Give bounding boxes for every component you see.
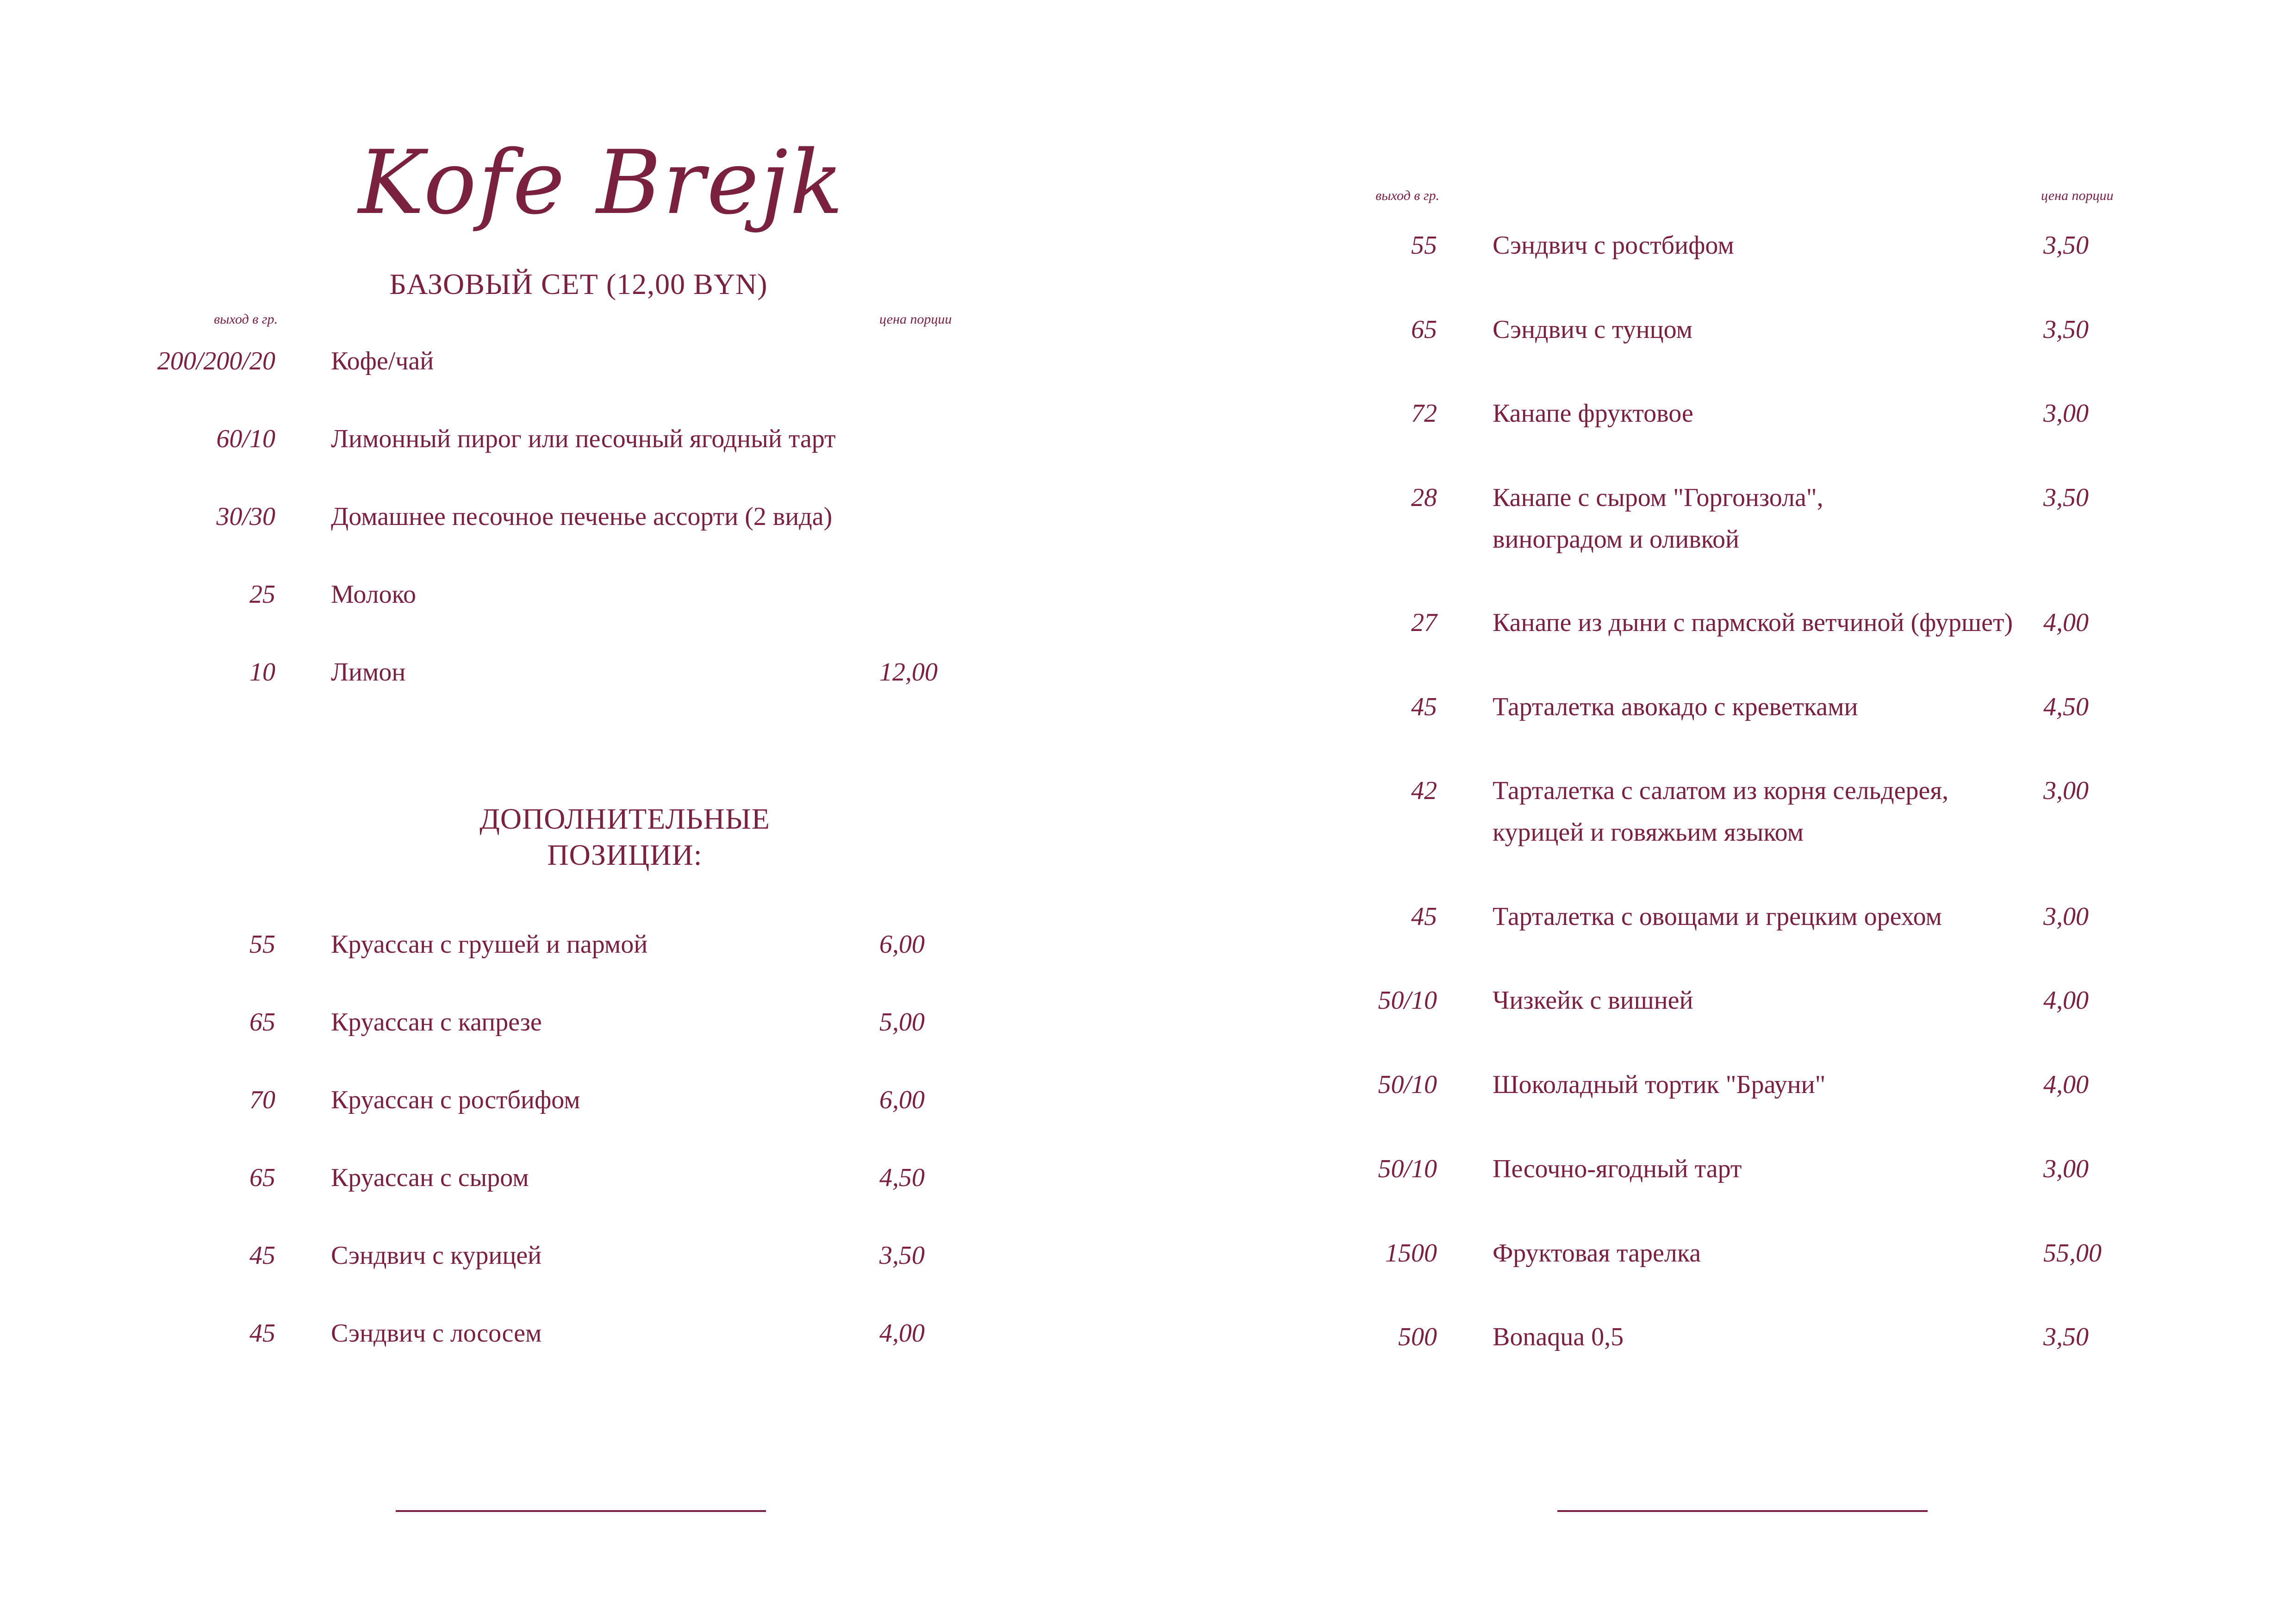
item-weight: 50/10 bbox=[1378, 1155, 1437, 1183]
right-price-column-label: цена порции bbox=[2041, 188, 2114, 203]
menu-item-row bbox=[0, 225, 2296, 285]
extra-title-line2: ПОЗИЦИИ: bbox=[547, 838, 703, 871]
item-weight: 45 bbox=[1411, 902, 1437, 931]
item-weight: 50/10 bbox=[1378, 986, 1437, 1015]
item-name: Bonaqua 0,5 bbox=[1493, 1323, 1624, 1351]
item-price: 6,00 bbox=[879, 1086, 925, 1114]
left-divider bbox=[396, 1510, 766, 1512]
item-name: Канапе с сыром "Горгонзола", bbox=[1493, 483, 1823, 512]
price-column-label: цена порции bbox=[879, 312, 952, 327]
item-weight: 55 bbox=[1411, 231, 1437, 260]
item-weight: 70 bbox=[249, 1086, 275, 1114]
item-name: Круассан с ростбифом bbox=[331, 1086, 580, 1114]
menu-item-row bbox=[0, 602, 2296, 662]
item-weight: 500 bbox=[1398, 1323, 1437, 1351]
menu-item-row bbox=[0, 1148, 2296, 1208]
item-name: Лимон bbox=[331, 658, 406, 687]
item-price: 6,00 bbox=[879, 930, 925, 959]
item-name: Фруктовая тарелка bbox=[1493, 1239, 1701, 1268]
item-name: Канапе из дыни с пармской ветчиной (фуршет) bbox=[1493, 608, 2013, 637]
menu-item-row bbox=[0, 896, 2296, 956]
right-weight-column-label: выход в гр. bbox=[1375, 188, 1439, 203]
menu-item-row bbox=[0, 1064, 2296, 1124]
item-price: 3,50 bbox=[2043, 231, 2089, 260]
cafe-logo-title: Kofe Brejk bbox=[358, 131, 845, 234]
item-price: 4,50 bbox=[2043, 693, 2089, 721]
item-price: 3,50 bbox=[2043, 315, 2089, 344]
item-weight: 45 bbox=[249, 1241, 275, 1270]
item-name: Тарталетка авокадо с креветками bbox=[1493, 693, 1858, 721]
item-name: Сэндвич с курицей bbox=[331, 1241, 542, 1270]
item-name: Сэндвич с тунцом bbox=[1493, 315, 1693, 344]
item-name: Шоколадный тортик "Брауни" bbox=[1493, 1070, 1826, 1099]
item-name: Тарталетка с овощами и грецким орехом bbox=[1493, 902, 1942, 931]
item-price: 5,00 bbox=[879, 1008, 925, 1037]
item-name-line2: виноградом и оливкой bbox=[1493, 525, 1739, 554]
menu-item-row bbox=[0, 309, 2296, 369]
item-name: Молоко bbox=[331, 580, 416, 609]
item-name: Канапе фруктовое bbox=[1493, 399, 1693, 428]
item-weight: 27 bbox=[1411, 608, 1437, 637]
item-name-line2: курицей и говяжьим языком bbox=[1493, 818, 1804, 847]
menu-item-row bbox=[0, 770, 2296, 847]
item-weight: 1500 bbox=[1385, 1239, 1437, 1268]
item-name: Круассан с капрезе bbox=[331, 1008, 542, 1037]
item-name: Круассан с сыром bbox=[331, 1163, 529, 1192]
item-name: Тарталетка с салатом из корня сельдерея, bbox=[1493, 776, 1949, 805]
item-price: 3,50 bbox=[2043, 483, 2089, 512]
item-weight: 50/10 bbox=[1378, 1070, 1437, 1099]
item-price: 4,00 bbox=[879, 1319, 925, 1348]
item-price: 3,00 bbox=[2043, 399, 2089, 428]
item-weight: 25 bbox=[249, 580, 275, 609]
item-weight: 65 bbox=[1411, 315, 1437, 344]
item-price: 3,50 bbox=[2043, 1323, 2089, 1351]
item-weight: 10 bbox=[249, 658, 275, 687]
item-name: Сэндвич с ростбифом bbox=[1493, 231, 1734, 260]
item-weight: 55 bbox=[249, 930, 275, 959]
item-price: 12,00 bbox=[879, 658, 938, 687]
weight-column-label: выход в гр. bbox=[214, 312, 278, 327]
item-price: 3,00 bbox=[2043, 776, 2089, 805]
menu-item-row bbox=[0, 1316, 2296, 1376]
item-name: Лимонный пирог или песочный ягодный тарт bbox=[331, 425, 836, 453]
item-name: Круассан с грушей и пармой bbox=[331, 930, 648, 959]
menu-item-row bbox=[0, 393, 2296, 453]
item-price: 4,00 bbox=[2043, 1070, 2089, 1099]
menu-item-row bbox=[0, 477, 2296, 554]
item-weight: 60/10 bbox=[216, 425, 275, 453]
item-weight: 200/200/20 bbox=[157, 347, 275, 375]
item-weight: 28 bbox=[1411, 483, 1437, 512]
item-price: 4,50 bbox=[879, 1163, 925, 1192]
item-weight: 30/30 bbox=[216, 502, 275, 531]
item-name: Чизкейк с вишней bbox=[1493, 986, 1693, 1015]
item-name: Сэндвич с лососем bbox=[331, 1319, 542, 1348]
item-price: 55,00 bbox=[2043, 1239, 2102, 1268]
item-weight: 45 bbox=[249, 1319, 275, 1348]
base-set-title: БАЗОВЫЙ СЕТ (12,00 BYN) bbox=[389, 268, 768, 300]
item-weight: 65 bbox=[249, 1008, 275, 1037]
item-weight: 42 bbox=[1411, 776, 1437, 805]
item-weight: 72 bbox=[1411, 399, 1437, 428]
item-price: 3,00 bbox=[2043, 902, 2089, 931]
right-divider bbox=[1557, 1510, 1928, 1512]
item-name: Кофе/чай bbox=[331, 347, 434, 375]
menu-item-row bbox=[0, 1232, 2296, 1293]
item-weight: 45 bbox=[1411, 693, 1437, 721]
item-price: 4,00 bbox=[2043, 986, 2089, 1015]
item-name: Домашнее песочное печенье ассорти (2 вида) bbox=[331, 502, 833, 531]
menu-item-row bbox=[0, 980, 2296, 1040]
extra-title-line1: ДОПОЛНИТЕЛЬНЫЕ bbox=[479, 802, 770, 835]
item-price: 4,00 bbox=[2043, 608, 2089, 637]
item-name: Песочно-ягодный тарт bbox=[1493, 1155, 1742, 1183]
item-price: 3,50 bbox=[879, 1241, 925, 1270]
menu-item-row bbox=[0, 686, 2296, 746]
item-weight: 65 bbox=[249, 1163, 275, 1192]
item-price: 3,00 bbox=[2043, 1155, 2089, 1183]
